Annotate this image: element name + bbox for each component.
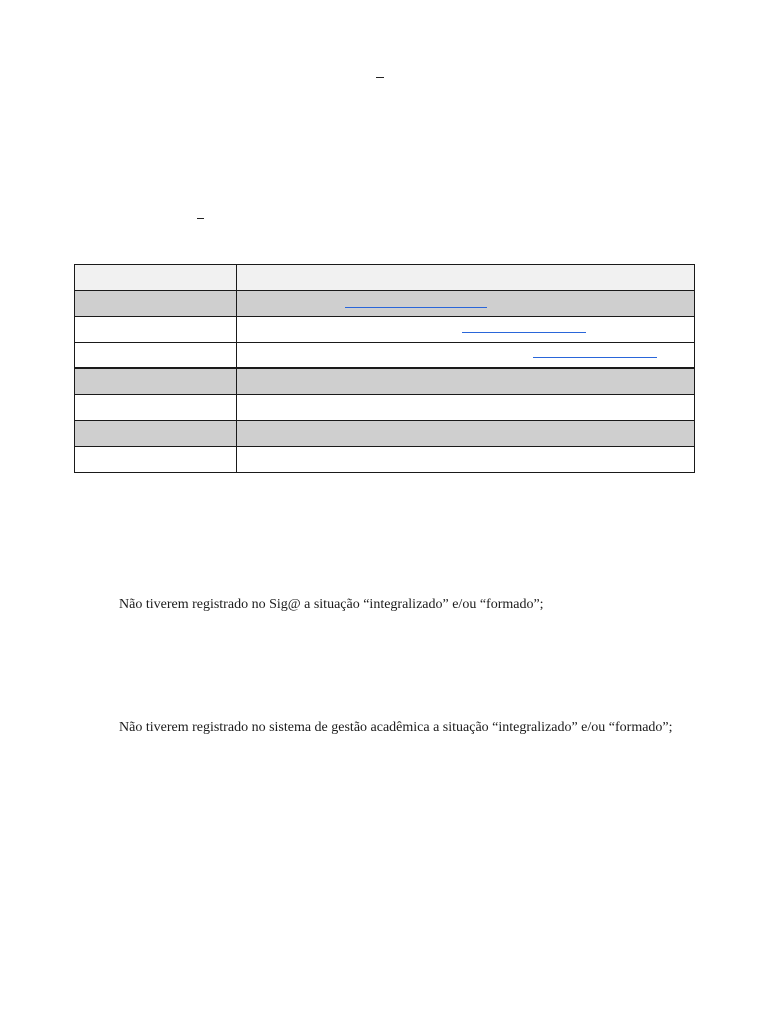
table-row [75,343,694,369]
table-row [75,447,694,473]
column-divider [236,265,237,290]
column-divider [236,317,237,342]
column-divider [236,343,237,367]
info-table [74,264,695,473]
table-row [75,421,694,447]
table-row [75,291,694,317]
table-row [75,369,694,395]
hyperlink-underline[interactable] [345,307,487,308]
column-divider [236,395,237,420]
column-divider [236,291,237,316]
paragraph-academic-system-situation: Não tiverem registrado no sistema de gestão acadêmica a situação “integralizado” e/ou “formado”; [119,720,673,735]
table-row [75,395,694,421]
column-divider [236,421,237,446]
column-divider [236,447,237,472]
table-header-row [75,265,694,291]
hyperlink-underline[interactable] [533,357,657,358]
hyperlink-underline[interactable] [462,332,586,333]
paragraph-sig-situation: Não tiverem registrado no Sig@ a situação “integralizado” e/ou “formado”; [119,597,544,612]
column-divider [236,369,237,394]
dash-mark-middle [197,218,204,219]
dash-mark-top [376,77,384,78]
table-row [75,317,694,343]
